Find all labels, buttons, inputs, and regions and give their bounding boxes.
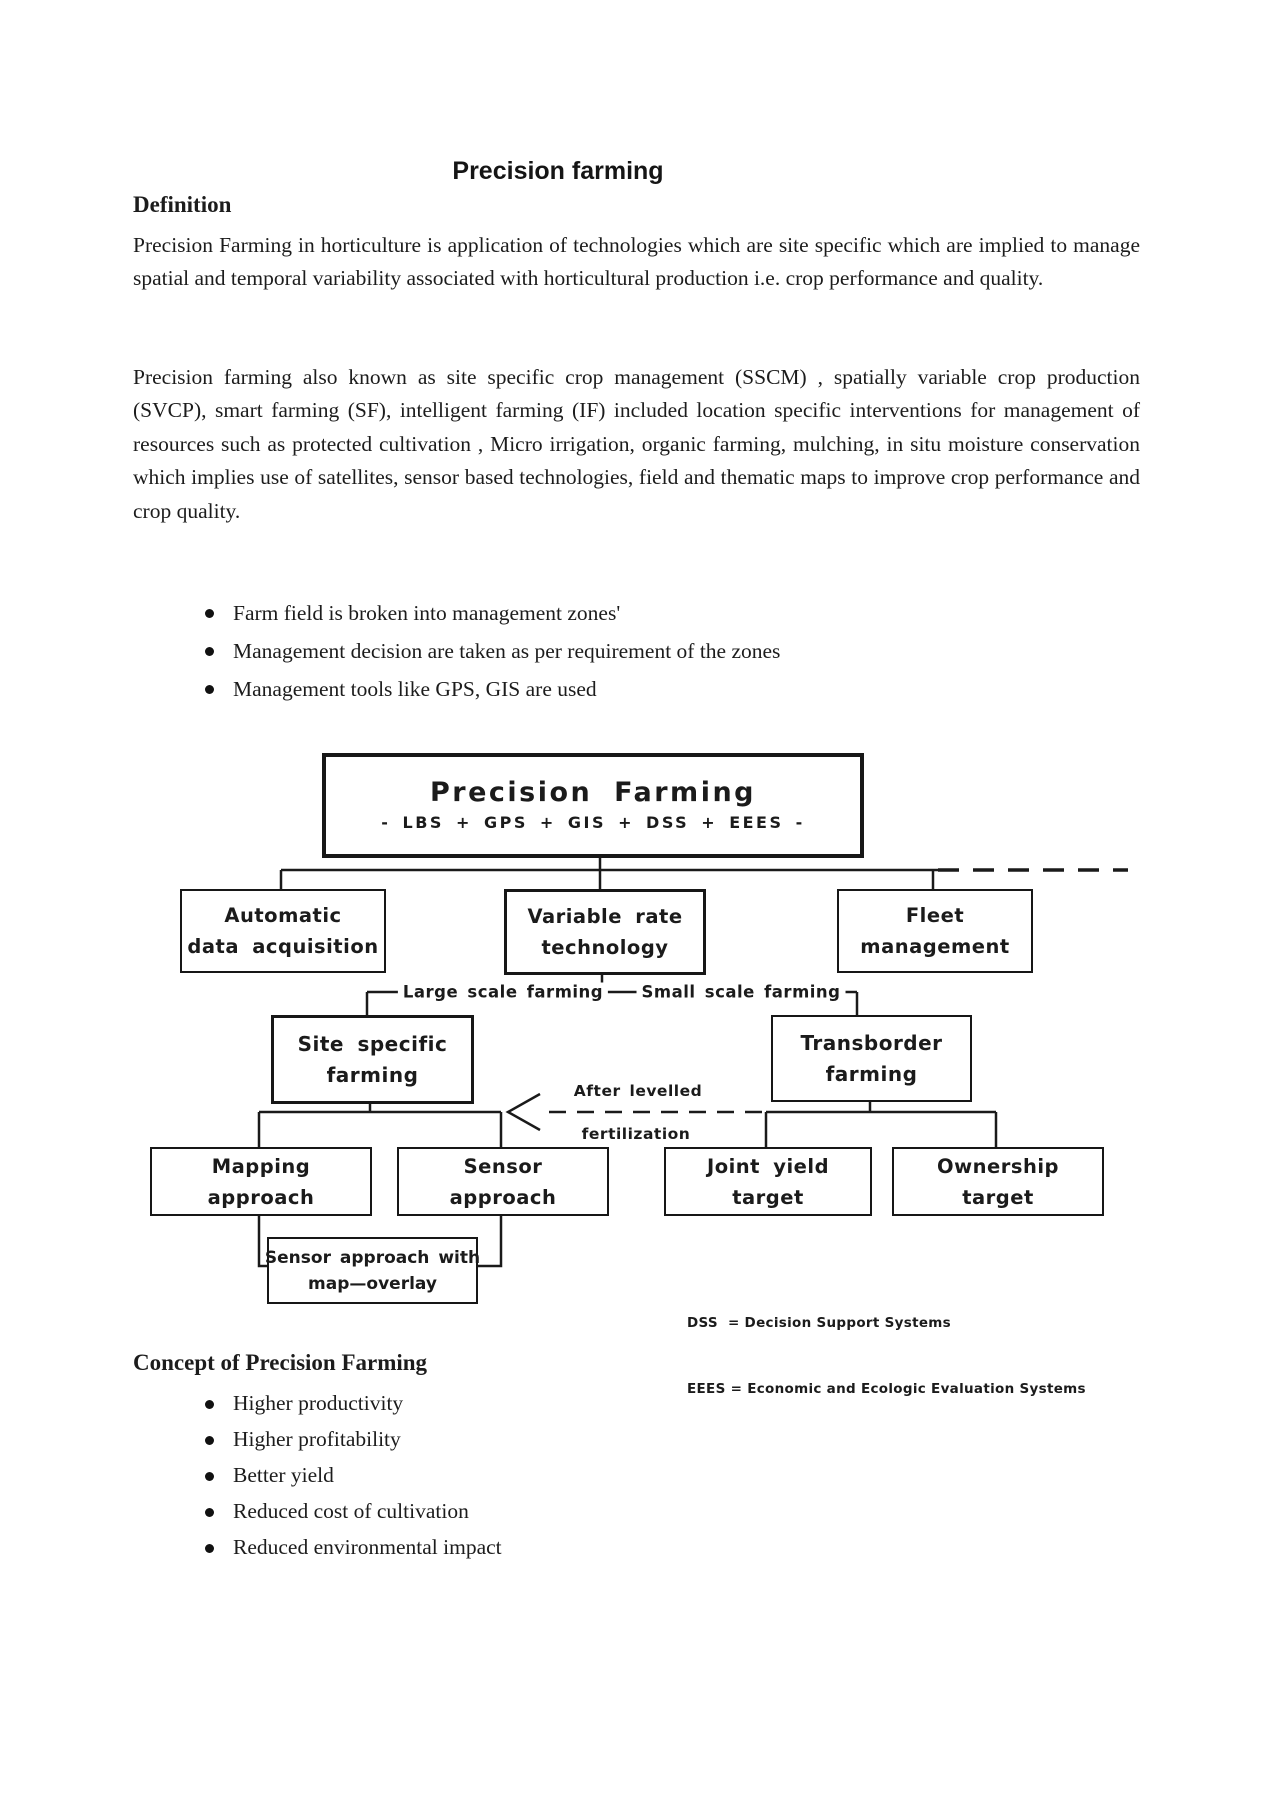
box-label: farming xyxy=(326,1062,419,1087)
bullet-text: Farm field is broken into management zones' xyxy=(233,601,621,625)
bullet-text: Better yield xyxy=(233,1463,334,1487)
box-label: technology xyxy=(541,936,669,959)
bullet-text: Management tools like GPS, GIS are used xyxy=(233,677,597,701)
bullet-dot xyxy=(205,609,214,618)
box-label: Variable rate xyxy=(527,905,683,928)
diagram-box-joint-yield-target xyxy=(664,1147,872,1216)
legend-line-dss: DSS = Decision Support Systems xyxy=(687,1315,952,1331)
diagram-box-transborder-farming xyxy=(771,1015,972,1102)
list-item xyxy=(133,1425,1140,1454)
diagram-box-ownership-target xyxy=(892,1147,1104,1216)
bullet-dot xyxy=(205,1544,214,1553)
box-label: approach xyxy=(207,1185,315,1209)
box-label: Joint yield xyxy=(706,1154,830,1178)
box-label: Automatic xyxy=(224,904,342,927)
box-label: management xyxy=(860,935,1010,958)
bullet-dot xyxy=(205,1436,214,1445)
box-label: target xyxy=(962,1185,1034,1209)
box-label: data acquisition xyxy=(187,935,379,958)
definition-bullet-list xyxy=(133,598,1140,712)
site-specific-connectors xyxy=(259,1098,501,1148)
branch-label-large-scale-farming: Large scale farming xyxy=(398,983,608,1002)
diagram-root-title: Precision Farming xyxy=(429,776,756,808)
concept-bullet-list xyxy=(133,1389,1140,1569)
list-item xyxy=(133,1533,1140,1562)
box-label: Transborder xyxy=(800,1030,943,1055)
box-label: Sensor approach with xyxy=(264,1247,481,1268)
box-label: Sensor xyxy=(463,1154,543,1178)
list-item xyxy=(133,598,1140,628)
diagram-box-sensor-approach-with-map-overlay xyxy=(264,1237,481,1304)
bullet-text: Higher productivity xyxy=(233,1391,404,1415)
list-item xyxy=(133,1461,1140,1490)
bullet-text: Higher profitability xyxy=(233,1427,401,1451)
arrow-label-fertilization: fertilization xyxy=(581,1125,691,1143)
box-label: map—overlay xyxy=(308,1273,437,1294)
bullet-dot xyxy=(205,1508,214,1517)
diagram-box-variable-rate-technology xyxy=(504,889,706,975)
definition-paragraph-2: Precision farming also known as site specific crop management (SSCM) , spatially variable crop production (SVCP), smart farming (SF), intelligent farming (IF) included location specific interventions for management of resources such as protected cultivation , Micro irrigation, organic farming, mulching, in situ moisture conservation which implies use of satellites, sensor based technologies, field and thematic maps to improve crop performance and crop quality. xyxy=(133,365,1140,523)
transborder-connectors xyxy=(766,1098,996,1148)
bullet-text: Reduced cost of cultivation xyxy=(233,1499,469,1523)
list-item xyxy=(133,674,1140,704)
list-item xyxy=(133,1497,1140,1526)
page-title: Precision farming xyxy=(452,157,664,185)
bullet-text: Reduced environmental impact xyxy=(233,1535,502,1559)
arrow-label-after-levelled: After levelled xyxy=(573,1082,703,1100)
definition-heading: Definition xyxy=(133,192,232,217)
box-label: farming xyxy=(825,1061,918,1086)
bullet-dot xyxy=(205,647,214,656)
list-item xyxy=(133,636,1140,666)
diagram-box-mapping-approach xyxy=(150,1147,372,1216)
box-label: Site specific xyxy=(297,1031,448,1056)
box-label: Ownership xyxy=(937,1154,1059,1178)
bullet-dot xyxy=(205,685,214,694)
definition-paragraph-1: Precision Farming in horticulture is application of technologies which are site specific which are implied to manage spatial and temporal variability associated with horticultural production i.e. crop performance and quality. xyxy=(133,233,1140,291)
bullet-dot xyxy=(205,1400,214,1409)
box-label: approach xyxy=(449,1185,557,1209)
concept-heading: Concept of Precision Farming xyxy=(133,1350,428,1375)
bullet-dot xyxy=(205,1472,214,1481)
box-label: target xyxy=(732,1185,804,1209)
box-label: Mapping xyxy=(211,1154,311,1178)
diagram-box-site-specific-farming xyxy=(271,1015,474,1104)
diagram-box-automatic-data-acquisition xyxy=(180,889,386,973)
branch-label-small-scale-farming: Small scale farming xyxy=(637,983,846,1002)
diagram-root-subtitle: - LBS + GPS + GIS + DSS + EEES - xyxy=(381,812,805,832)
legend-line-eees: EEES = Economic and Ecologic Evaluation Systems xyxy=(687,1381,1086,1397)
diagram-root-box xyxy=(322,753,864,858)
box-label: Fleet xyxy=(905,904,965,927)
bullet-text: Management decision are taken as per requirement of the zones xyxy=(233,639,781,663)
list-item xyxy=(133,1389,1140,1418)
diagram-box-sensor-approach xyxy=(397,1147,609,1216)
diagram-box-fleet-management xyxy=(837,889,1033,973)
